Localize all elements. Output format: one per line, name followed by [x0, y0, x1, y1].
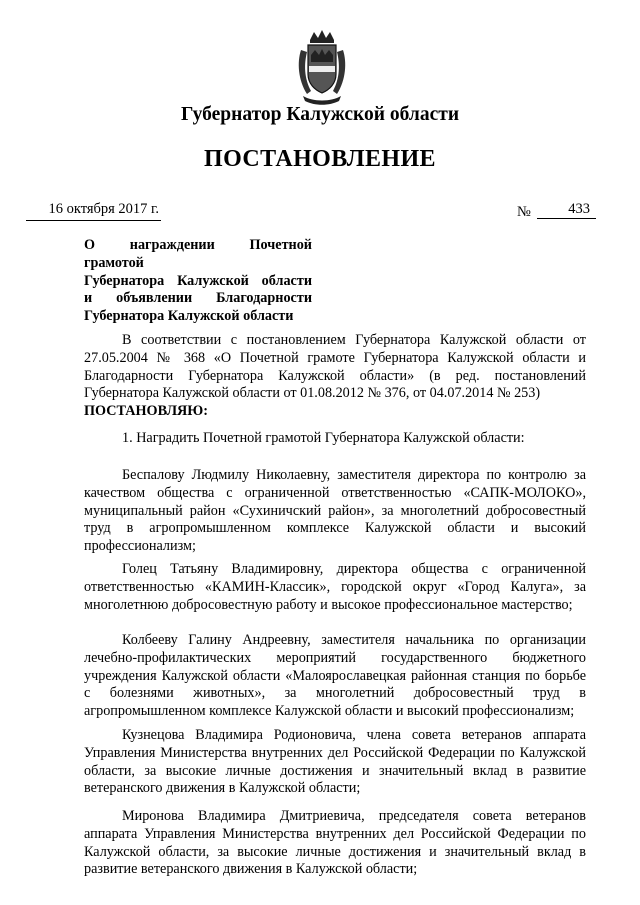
awardee-paragraph: Кузнецова Владимира Родионовича, члена совета ветеранов аппарата Управления Министерства внутренних дел Российской Федерации по Калужской области, за высокие личные достижения и значительный вклад в развитие ветеранского движения в Калужской области;	[84, 727, 586, 797]
date-field	[26, 200, 161, 221]
item-1-heading: 1. Наградить Почетной грамотой Губернатора Калужской области:	[122, 430, 525, 446]
document-number: 433	[568, 201, 590, 217]
subject-line: и объявлении Благодарности	[84, 290, 312, 307]
number-field	[537, 200, 596, 219]
issuer-title: Губернатор Калужской области	[180, 104, 460, 125]
awardee-paragraph: Миронова Владимира Дмитриевича, председателя совета ветеранов аппарата Управления Министерства внутренних дел Российской Федерации по Калужской области, за высокие личные достижения и значительный вклад в развитие ветеранского движения в Калужской области;	[84, 808, 586, 878]
awardee-paragraph: Беспалову Людмилу Николаевну, заместителя директора по контролю за качеством общества с ограниченной ответственностью «САПК-МОЛОКО», муниципальный район «Сухиничский район», за многолетний добросовестный труд в агропромышленном комплексе Калужской области и высокий профессионализм;	[84, 467, 586, 555]
decree-word: ПОСТАНОВЛЯЮ:	[84, 403, 209, 420]
preamble-paragraph	[84, 332, 586, 421]
preamble-text: В соответствии с постановлением Губернатора Калужской области от 27.05.2004 № 368 «О Почетной грамоте Губернатора Калужской области и Благодарности Губернатора Калужской области» (в ред. постановлений Губернатора Калужской области от 01.08.2012 № 376, от 04.07.2014 № 253)	[84, 332, 586, 402]
document-subject	[84, 237, 312, 326]
awardee-paragraph: Колбееву Галину Андреевну, заместителя начальника по организации лечебно-профилактических мероприятий государственного бюджетного учреждения Калужской области «Малоярославецкая районная станция по борьбе с болезнями животных», за многолетний добросовестный труд в агропромышленном комплексе Калужской области и высокий профессионализм;	[84, 632, 586, 720]
kaluga-coat-of-arms-icon	[295, 28, 349, 106]
subject-line: Губернатора Калужской области	[84, 272, 312, 289]
document-date: 16 октября 2017 г.	[48, 201, 159, 217]
subject-line: Губернатора Калужской области	[84, 308, 294, 325]
document-type: ПОСТАНОВЛЕНИЕ	[204, 146, 436, 172]
awardee-paragraph: Голец Татьяну Владимировну, директора общества с ограниченной ответственностью «КАМИН-Классик», городской округ «Город Калуга», за многолетнюю добросовестную работу и высокое профессиональное мастерство;	[84, 561, 586, 613]
subject-line: О награждении Почетной грамотой	[84, 237, 312, 271]
number-sign: №	[517, 204, 531, 220]
